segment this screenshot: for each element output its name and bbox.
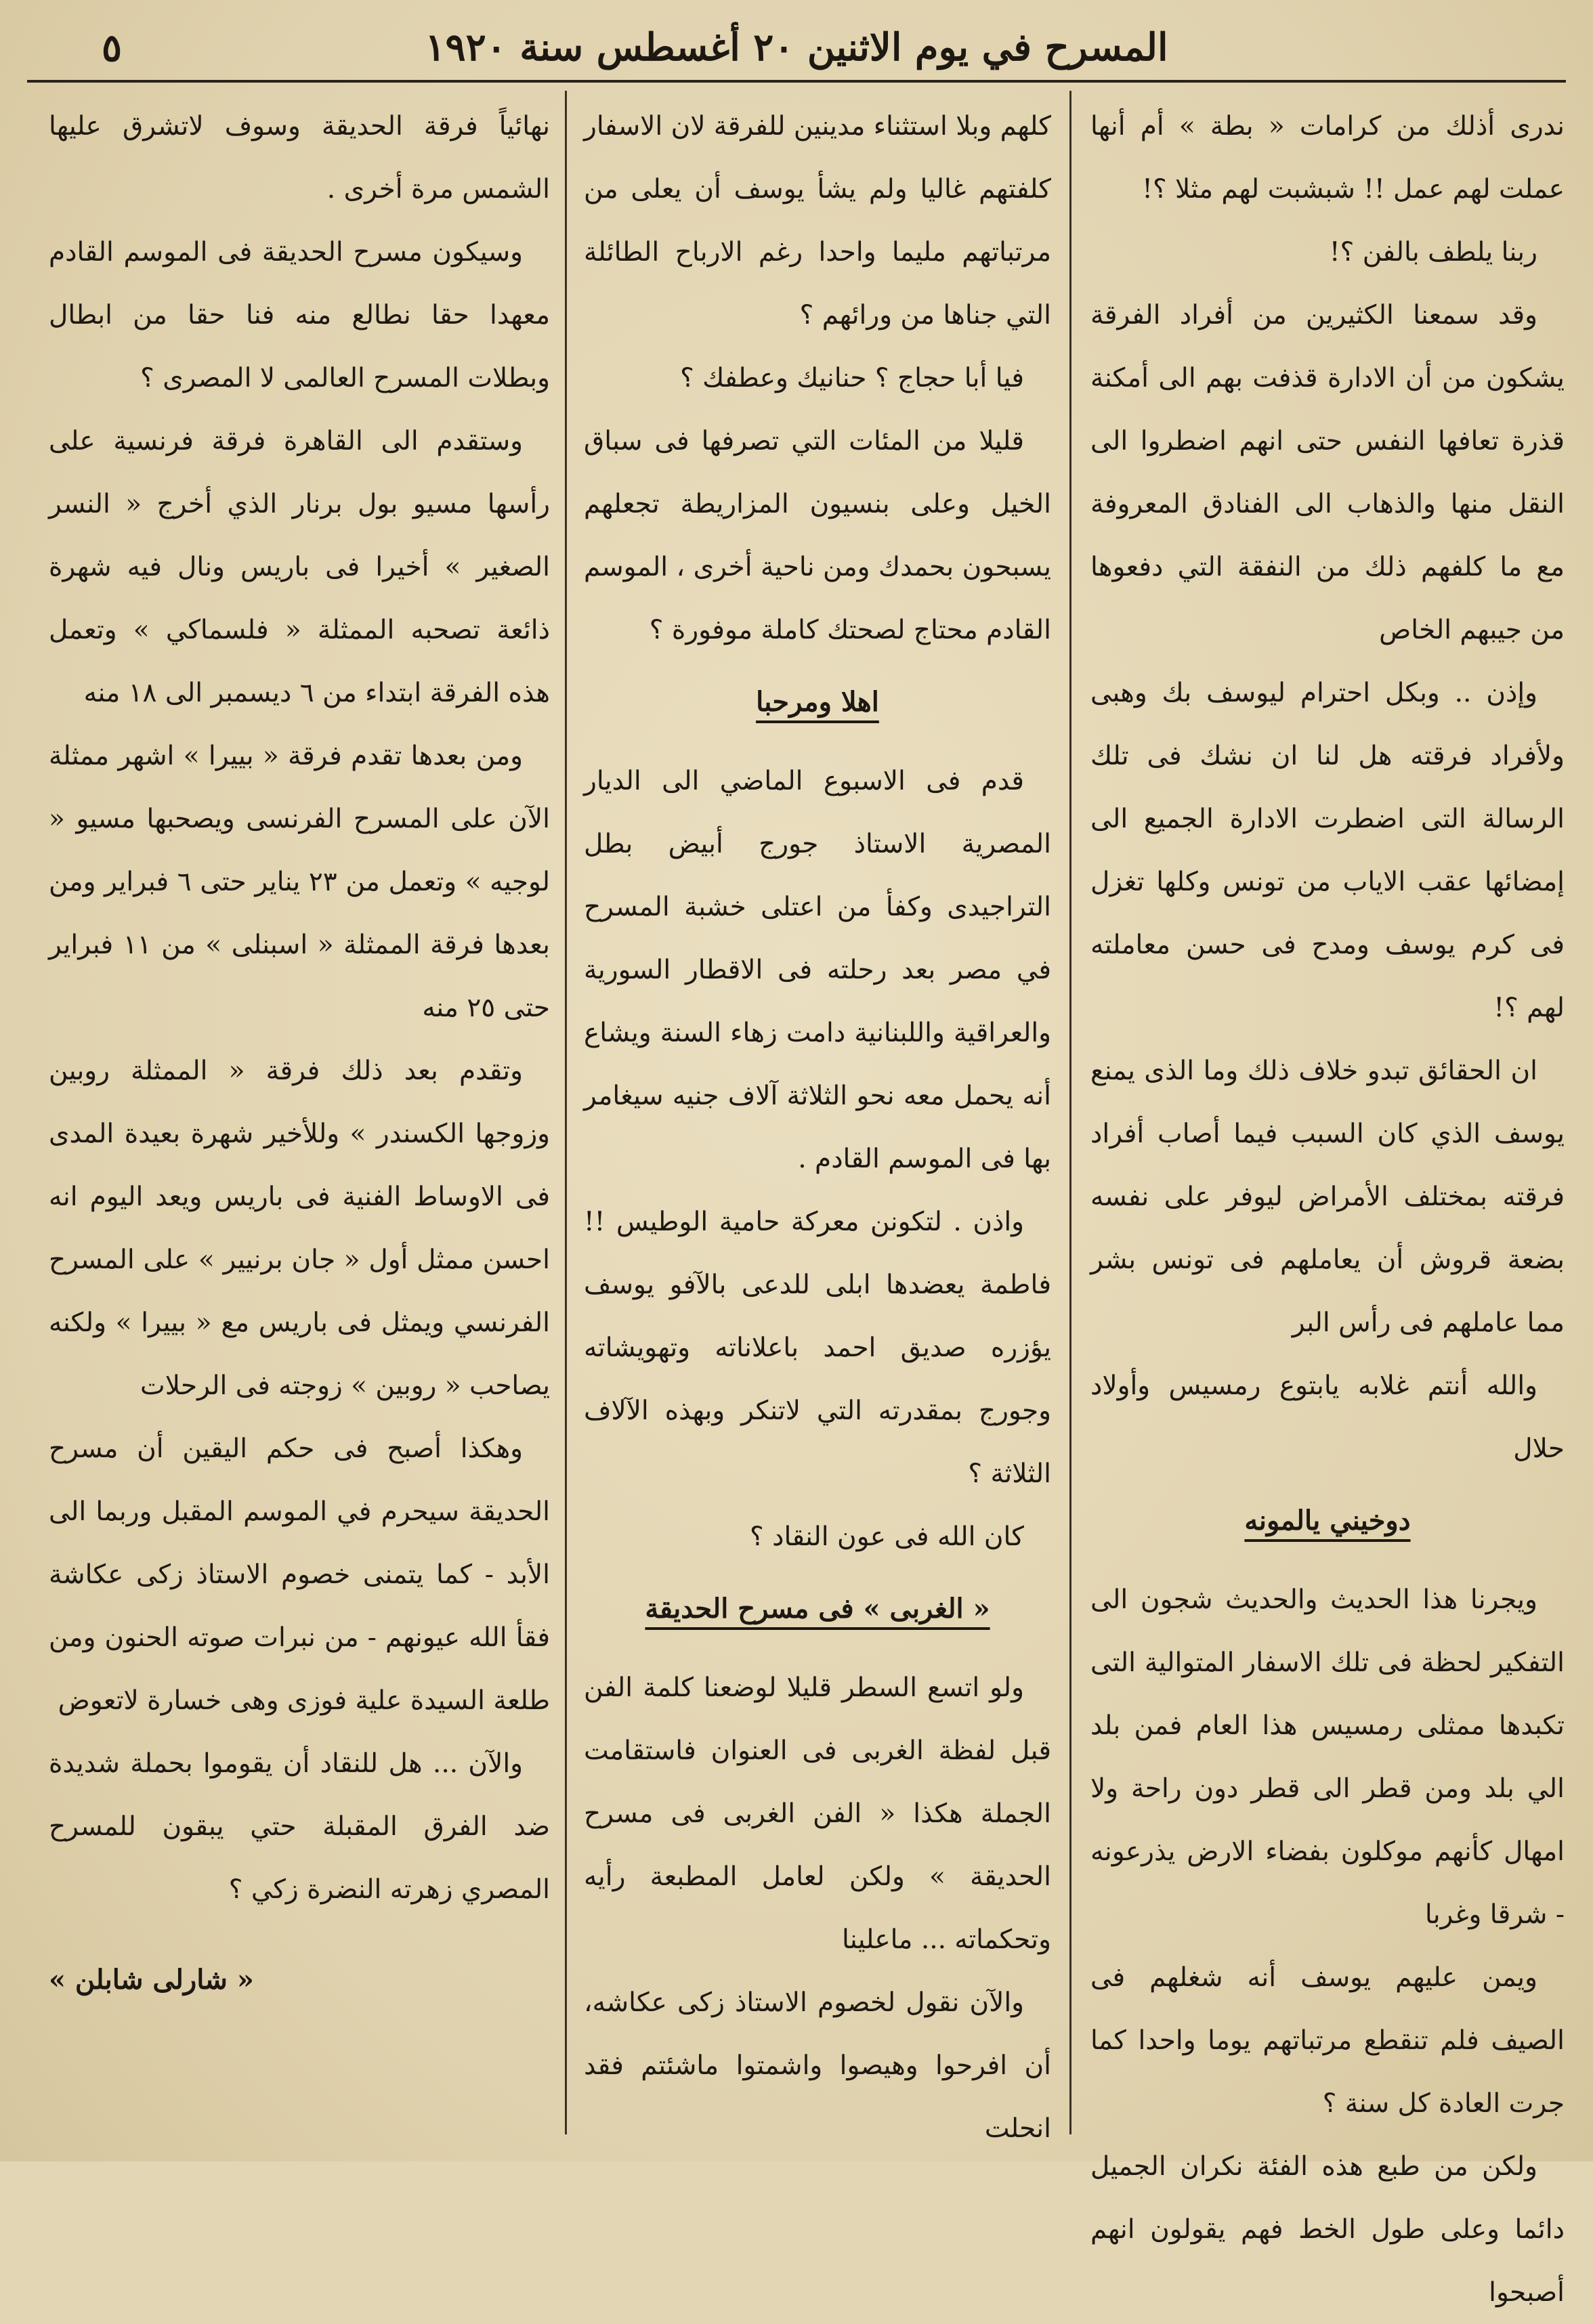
paragraph: ويمن عليهم يوسف أنه شغلهم فى الصيف فلم تنقطع مرتباتهم يوما واحدا كما جرت العادة كل سنة ؟ xyxy=(1090,1962,1565,2119)
paragraph: قدم فى الاسبوع الماضي الى الديار المصرية الاستاذ جورج أبيض بطل التراجيدى وكفأ من اعتلى خشبة المسرح في مصر بعد رحلته فى الاقطار السورية والعراقية واللبنانية دامت زهاء السنة ويشاع أنه يحمل معه نحو الثلاثة آلاف جنيه سيغامر بها فى الموسم القادم . xyxy=(584,766,1051,1174)
author-signature: « شارلى شابلن » xyxy=(49,1964,254,1996)
paragraph: ولو اتسع السطر قليلا لوضعنا كلمة الفن قبل لفظة الغربى فى العنوان فاستقامت الجملة هكذا « الفن الغربى فى مسرح الحديقة » ولكن لعامل المطبعة رأيه وتحكماته ... ماعلينا xyxy=(584,1673,1051,1955)
page-header xyxy=(27,19,1566,76)
header-rule xyxy=(27,80,1566,83)
column-divider-right xyxy=(1069,91,1071,2134)
paragraph: وتقدم بعد ذلك فرقة « الممثلة روبين وزوجها الكسندر » وللأخير شهرة بعيدة المدى فى الاوساط الفنية فى باريس ويعد اليوم انه احسن ممثل أول « جان برنيير » على المسرح الفرنسي ويمثل فى باريس مع « بييرا » ولكنه يصاحب « روبين » زوجته فى الرحلات xyxy=(49,1056,550,1401)
paragraph: ولكن من طبع هذه الفئة نكران الجميل دائما وعلى طول الخط فهم يقولون انهم أصبحوا xyxy=(1090,2151,1565,2308)
paragraph: قليلا من المئات التي تصرفها فى سباق الخيل وعلى بنسيون المزاريطة تجعلهم يسبحون بحمدك ومن ناحية أخرى ، الموسم القادم محتاج لصحتك كاملة موفورة ؟ xyxy=(584,426,1051,645)
paragraph: ان الحقائق تبدو خلاف ذلك وما الذى يمنع يوسف الذي كان السبب فيما أصاب أفراد فرقته بمختلف الأمراض ليوفر على نفسه بضعة قروش أن يعاملهم فى تونس بشر مما عاملهم فى رأس البر xyxy=(1090,1056,1565,1338)
paragraph: وإذن .. وبكل احترام ليوسف بك وهبى ولأفراد فرقته هل لنا ان نشك فى تلك الرسالة التى اضطرت الادارة الجميع الى إمضائها عقب الاياب من تونس وكلها تغزل فى كرم يوسف ومدح فى حسن معاملته لهم ؟! xyxy=(1090,678,1565,1023)
paragraph: وقد سمعنا الكثيرين من أفراد الفرقة يشكون من أن الادارة قذفت بهم الى أمكنة قذرة تعافها النفس حتى انهم اضطروا الى النقل منها والذهاب الى الفنادق المعروفة مع ما كلفهم ذلك من النفقة التي دفعوها من جيبهم الخاص xyxy=(1090,300,1565,645)
paragraph: فيا أبا حجاج ؟ حنانيك وعطفك ؟ xyxy=(680,363,1024,393)
paragraph: والآن ... هل للنقاد أن يقوموا بحملة شديدة ضد الفرق المقبلة حتي يبقون للمسرح المصري زهرته النضرة زكي ؟ xyxy=(49,1748,550,1905)
paragraph: وسيكون مسرح الحديقة فى الموسم القادم معهدا حقا نطالع منه فنا حقا من ابطال وبطلات المسرح العالمى لا المصرى ؟ xyxy=(49,237,550,393)
page-number: ٥ xyxy=(102,26,123,70)
paragraph: ربنا يلطف بالفن ؟! xyxy=(1329,237,1537,267)
section-heading: « الغربى » فى مسرح الحديقة xyxy=(645,1593,990,1624)
paragraph: وستقدم الى القاهرة فرقة فرنسية على رأسها مسيو بول برنار الذي أخرج « النسر الصغير » أخيرا فى باريس ونال فيه شهرة ذائعة تصحبه الممثلة « فلسماكي » وتعمل هذه الفرقة ابتداء من ٦ ديسمبر الى ١٨ منه xyxy=(49,426,550,708)
paragraph: والله أنتم غلابه يابتوع رمسيس وأولاد حلال xyxy=(1090,1371,1565,1464)
paragraph: واذن . لتكونن معركة حامية الوطيس !! فاطمة يعضدها ابلى للدعى بالآفو يوسف يؤزره صديق احمد باعلاناته وتهويشاته وجورج بمقدرته التي لاتنكر وبهذه الآلاف الثلاثة ؟ xyxy=(584,1207,1051,1489)
paragraph: كان الله فى عون النقاد ؟ xyxy=(750,1522,1024,1552)
section-heading: اهلا ومرحبا xyxy=(756,686,879,718)
article-column-right xyxy=(1090,95,1565,2308)
section-heading: دوخيني يالمونه xyxy=(1244,1505,1411,1536)
article-column-middle xyxy=(584,95,1051,2144)
paragraph: ندرى أذلك من كرامات « بطة » أم أنها عملت لهم عمل !! شبشبت لهم مثلا ؟! xyxy=(1090,111,1565,205)
paragraph: نهائياً فرقة الحديقة وسوف لاتشرق عليها الشمس مرة أخرى . xyxy=(49,111,550,205)
article-column-left xyxy=(49,95,550,2134)
paragraph: ومن بعدها تقدم فرقة « بييرا » اشهر ممثلة الآن على المسرح الفرنسى ويصحبها مسيو « لوجيه » وتعمل من ٢٣ يناير حتى ٦ فبراير ومن بعدها فرقة الممثلة « اسبنلى » من ١١ فبراير حتى ٢٥ منه xyxy=(49,741,550,1023)
paragraph: وهكذا أصبح فى حكم اليقين أن مسرح الحديقة سيحرم في الموسم المقبل وربما الى الأبد - كما يتمنى خصوم الاستاذ زكى عكاشة فقأ الله عيونهم - من نبرات صوته الحنون ومن طلعة السيدة علية فوزى وهى خسارة لاتعوض xyxy=(49,1434,550,1716)
column-divider-left xyxy=(565,91,567,2134)
paragraph: ويجرنا هذا الحديث والحديث شجون الى التفكير لحظة فى تلك الاسفار المتوالية التى تكبدها ممثلى رمسيس هذا العام فمن بلد الي بلد ومن قطر الى قطر دون راحة ولا امهال كأنهم موكلون بفضاء الارض يذرعونه - شرقا وغربا xyxy=(1090,1585,1565,1930)
paragraph: كلهم وبلا استثناء مدينين للفرقة لان الاسفار كلفتهم غاليا ولم يشأ يوسف أن يعلى من مرتباتهم مليما واحدا رغم الارباح الطائلة التي جناها من ورائهم ؟ xyxy=(584,111,1051,330)
paragraph: والآن نقول لخصوم الاستاذ زكى عكاشه، أن افرحوا وهيصوا واشمتوا ماشئتم فقد انحلت xyxy=(584,1987,1051,2144)
header-title: المسرح في يوم الاثنين ٢٠ أغسطس سنة ١٩٢٠ xyxy=(425,25,1168,70)
